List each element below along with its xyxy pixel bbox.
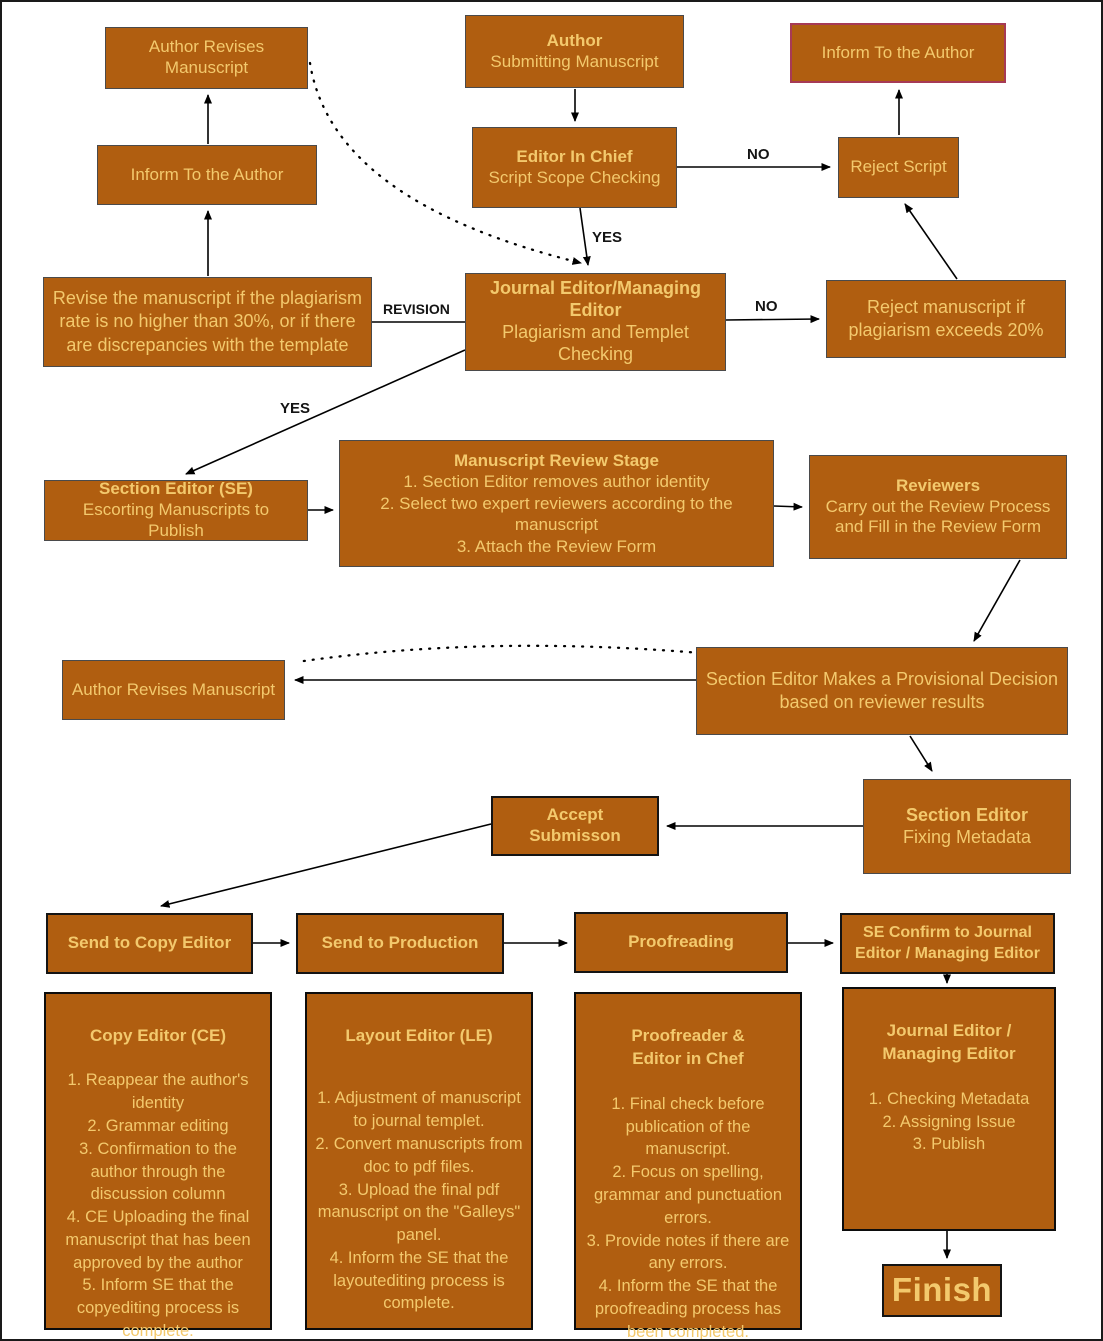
- node-title: Section Editor: [905, 804, 1028, 825]
- node-label: Proofreading: [628, 932, 734, 952]
- node-layout-editor-details: [305, 992, 533, 1330]
- node-label: Send to Copy Editor: [67, 933, 232, 953]
- node-list-item: 1. Section Editor removes author identity: [403, 472, 710, 492]
- edge-label-no-plagiarism: NO: [755, 298, 778, 315]
- node-copy-editor-details: [44, 992, 272, 1340]
- node-provisional-decision: [696, 647, 1068, 735]
- node-label: Section Editor Makes a Provisional Decision based on reviewer results: [705, 668, 1059, 712]
- node-inform-author-left: [97, 145, 317, 205]
- node-label: SE Confirm to Journal Editor / Managing Editor: [855, 923, 1040, 962]
- node-label: Revise the manuscript if the plagiarism rate is no higher than 30%, or if there are discrepancies with the template: [52, 287, 363, 355]
- node-subtitle: Submitting Manuscript: [490, 51, 659, 71]
- edge-label-yes-plagiarism: YES: [280, 400, 311, 417]
- node-list-item: 4. Inform the SE that the layoutediting process is complete.: [329, 1248, 509, 1313]
- node-author-submitting: [465, 15, 684, 88]
- node-list-item: 1. Reappear the author's identity: [67, 1071, 249, 1113]
- node-title: Author: [546, 30, 603, 50]
- node-section-editor-se: [44, 480, 308, 541]
- node-list-item: 3. Upload the final pdf manuscript on the "Galleys" panel.: [317, 1180, 521, 1245]
- node-subtitle: Carry out the Review Process and Fill in the Review Form: [825, 496, 1051, 537]
- node-label: Accept Submisson: [529, 805, 621, 845]
- node-title: Proofreader & Editor in Chef: [631, 1026, 745, 1069]
- node-label: Reject Script: [850, 157, 947, 177]
- node-list-item: 1. Adjustment of manuscript to journal templet.: [317, 1089, 521, 1131]
- node-subtitle: Plagiarism and Templet Checking: [502, 322, 689, 364]
- node-label: Author Revises Manuscript: [71, 679, 276, 699]
- node-list-item: 3. Attach the Review Form: [456, 536, 657, 556]
- node-list-item: 2. Focus on spelling, grammar and punctuation errors.: [593, 1163, 783, 1227]
- node-title: Reviewers: [895, 475, 981, 495]
- node-editor-in-chief: [472, 127, 677, 208]
- node-proofreading: [574, 912, 788, 973]
- node-subtitle: Escorting Manuscripts to Publish: [82, 500, 270, 540]
- node-proofreader-details: [574, 992, 802, 1341]
- node-title: Journal Editor / Managing Editor: [882, 1021, 1016, 1064]
- node-list-item: 3. Confirmation to the author through the discussion column: [79, 1139, 237, 1204]
- node-subtitle: Fixing Metadata: [902, 826, 1032, 847]
- node-title: Layout Editor (LE): [345, 1026, 493, 1045]
- node-accept-submission: [491, 796, 659, 856]
- node-list-item: 4. CE Uploading the final manuscript that has been approved by the author: [65, 1208, 251, 1272]
- node-reject-script: [838, 137, 959, 198]
- edge-label-no-scope: NO: [747, 146, 770, 163]
- node-list-item: 1. Checking Metadata: [868, 1089, 1030, 1108]
- node-list-item: 2. Grammar editing: [87, 1116, 229, 1135]
- node-title: Manuscript Review Stage: [453, 450, 659, 470]
- node-section-editor-fixing: [863, 779, 1071, 874]
- node-title: Editor In Chief: [516, 146, 633, 166]
- node-manuscript-review: [339, 440, 774, 567]
- node-list-item: 4. Inform the SE that the proofreading process has been completed.: [594, 1277, 782, 1341]
- node-label: Author Revises Manuscript: [148, 37, 265, 77]
- edge-label-revision: REVISION: [383, 301, 450, 317]
- node-author-revises-mid: [62, 660, 285, 720]
- node-title: Journal Editor/Managing Editor: [489, 278, 701, 321]
- node-inform-author-right: [790, 23, 1006, 83]
- node-list-item: 1. Final check before publication of the manuscript.: [611, 1094, 765, 1159]
- node-list-item: 5. Inform SE that the copyediting process is complete.: [76, 1276, 240, 1340]
- node-title: Copy Editor (CE): [90, 1026, 226, 1045]
- node-label: Finish: [891, 1271, 993, 1309]
- node-subtitle: Script Scope Checking: [488, 167, 661, 187]
- node-list-item: 3. Publish: [912, 1135, 986, 1154]
- node-title: Section Editor (SE): [99, 479, 253, 499]
- node-label: Reject manuscript if plagiarism exceeds 20%: [848, 296, 1044, 340]
- node-journal-editor: [465, 273, 726, 371]
- node-label: Send to Production: [321, 933, 479, 953]
- node-revise-manuscript: [43, 277, 372, 367]
- node-finish: [882, 1264, 1002, 1317]
- node-list-item: 2. Select two expert reviewers according to the manuscript: [380, 493, 733, 535]
- node-label: Inform To the Author: [130, 164, 284, 184]
- node-list-item: 3. Provide notes if there are any errors.: [586, 1231, 790, 1273]
- node-se-confirm: [840, 913, 1055, 974]
- node-list-item: 2. Convert manuscripts from doc to pdf files.: [315, 1134, 523, 1176]
- node-reviewers: [809, 455, 1067, 559]
- node-label: Inform To the Author: [821, 42, 975, 62]
- node-author-revises-top: [105, 27, 308, 89]
- node-list-item: 2. Assigning Issue: [882, 1112, 1016, 1131]
- node-journal-editor-details: [842, 987, 1056, 1231]
- node-send-copy-editor: [46, 913, 253, 974]
- node-reject-manuscript: [826, 280, 1066, 358]
- edge-label-yes-scope: YES: [592, 229, 623, 246]
- node-send-production: [296, 913, 504, 974]
